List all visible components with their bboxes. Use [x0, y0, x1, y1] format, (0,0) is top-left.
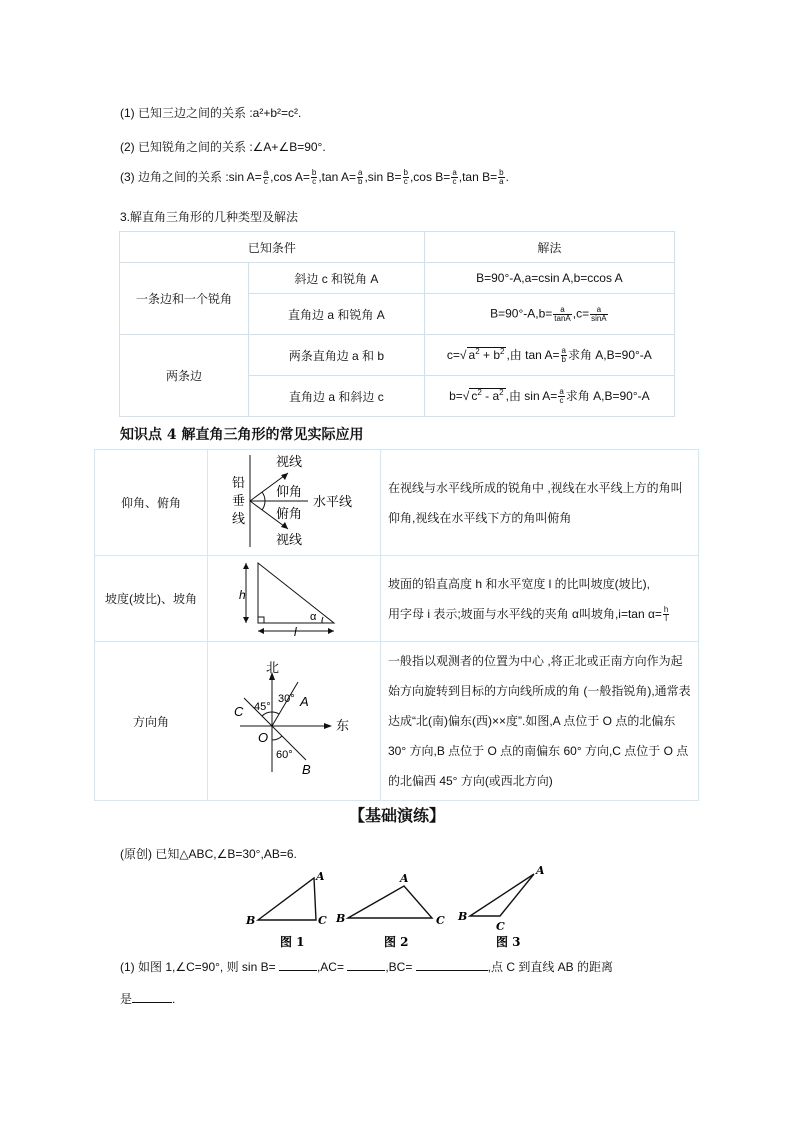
row4-method: b=√ $c^2 - a^2$ ,由 sin A= $\frac{a}{c}$ 求角 A,B=90°-A — [424, 376, 674, 417]
solution-types-table — [119, 231, 675, 417]
slope-name: 坡度(坡比)、坡角 — [95, 556, 208, 642]
plumb-label-3: 线 — [232, 511, 246, 526]
question-1-cont — [120, 990, 175, 1007]
heading-3: 3.解直角三角形的几种类型及解法 — [120, 210, 299, 224]
relation-angles: (2) 已知锐角之间的关系 :∠A+∠B=90°. — [120, 140, 326, 154]
sight-up-label: 视线 — [276, 454, 303, 469]
point-c-label: C — [234, 703, 244, 719]
header-method: 解法 — [424, 232, 674, 263]
group-one-side-angle: 一条边和一个锐角 — [120, 263, 249, 335]
q1-text-b: ,AC= — [316, 960, 344, 974]
elevation-diagram — [210, 451, 378, 551]
q1-text-a: (1) 如图 1,∠C=90°, 则 sin B= — [120, 960, 276, 974]
question-1 — [120, 958, 613, 975]
slope-desc-line1: 坡面的铅直高度 h 和水平宽度 l 的比叫坡度(坡比), — [388, 576, 651, 591]
applications-table — [94, 449, 699, 801]
width-label: l — [294, 625, 297, 637]
relation-sides: (1) 已知三边之间的关系 :a²+b²=c². — [120, 106, 302, 120]
ac-blank[interactable] — [347, 958, 385, 971]
direction-name: 方向角 — [95, 642, 208, 801]
problem-statement: (原创) 已知△ABC,∠B=30°,AB=6. — [120, 847, 297, 861]
height-label: h — [239, 588, 246, 602]
q1-text-d: ,点 C 到直线 AB 的距离 — [487, 960, 614, 974]
fig1-caption: 图 1 — [280, 935, 305, 949]
triangle-figures — [238, 860, 568, 950]
row1-condition: 斜边 c 和锐角 A — [249, 263, 425, 294]
slope-figure — [208, 556, 381, 642]
elevation-depression-name: 仰角、俯角 — [95, 450, 208, 556]
practice-title: 【基础演练】 — [348, 806, 445, 825]
fig2-c: C — [436, 914, 445, 927]
elevation-label: 仰角 — [276, 484, 303, 499]
q1-text-c: ,BC= — [385, 960, 413, 974]
fig3-c: C — [496, 920, 505, 933]
fig2-a: A — [400, 872, 409, 885]
point-b-label: B — [302, 761, 311, 777]
sinb-blank[interactable] — [279, 958, 317, 971]
angle-60-label: 60° — [276, 748, 293, 761]
bc-blank[interactable] — [416, 958, 488, 971]
plumb-label-1: 铅 — [232, 475, 246, 490]
fig2-b: B — [336, 912, 346, 925]
distance-blank[interactable] — [132, 990, 172, 1003]
east-label: 东 — [336, 717, 350, 733]
section-4-title: 知识点 4 解直角三角形的常见实际应用 — [120, 427, 364, 443]
row3-method: c=√ $a^2 + b^2$ ,由 tan A= $\frac{a}{b}$ 求角 A,B=90°-A — [424, 335, 674, 376]
depression-label: 俯角 — [276, 506, 303, 521]
fig1-a: A — [316, 870, 325, 883]
angle-45-label: 45° — [254, 700, 271, 713]
plumb-label-2: 垂 — [232, 493, 246, 508]
point-a-label: A — [300, 693, 309, 709]
fig3-caption: 图 3 — [496, 935, 521, 949]
direction-figure — [208, 642, 381, 801]
slope-desc-line2: 用字母 i 表示;坡面与水平线的夹角 α叫坡角,i=tan α= — [388, 606, 662, 621]
slope-angle-label: α — [310, 611, 317, 623]
sight-down-label: 视线 — [276, 532, 303, 547]
slope-diagram — [210, 557, 378, 637]
row2-condition: 直角边 a 和锐角 A — [249, 294, 425, 335]
fig1-c: C — [318, 914, 327, 927]
relation-side-angle: (3) 边角之间的关系 :sin A= $\frac{a}{c}$ ,cos A= $\frac{b}{c}$ ,tan A= $\frac{a}{b}$ ,sin B= $\frac{b}{c}$ ,cos B= $\frac{a}{c}$ ,tan B= $\frac{b}{a}$ . — [120, 168, 509, 187]
group-two-sides: 两条边 — [120, 335, 249, 417]
fig1-b: B — [246, 914, 256, 927]
point-o-label: O — [258, 729, 269, 745]
q1-text-f: . — [172, 992, 176, 1006]
row2-method: B=90°-A,b= $\frac{a}{\tan A}$ ,c= $\frac{a}{\sin A}$ — [424, 294, 674, 335]
row3-condition: 两条直角边 a 和 b — [249, 335, 425, 376]
relation-prefix: (3) 边角之间的关系 : — [120, 170, 229, 184]
fig3-a: A — [536, 864, 545, 877]
horizontal-label: 水平线 — [313, 494, 353, 509]
slope-description: 坡面的铅直高度 h 和水平宽度 l 的比叫坡度(坡比), 用字母 i 表示;坡面与水平线的夹角 α叫坡角,i=tan α= $\frac{h}{l}$ — [381, 556, 699, 642]
direction-diagram — [210, 660, 378, 780]
angle-30-label: 30° — [278, 692, 295, 705]
header-known: 已知条件 — [120, 232, 425, 263]
elevation-figure — [208, 450, 381, 556]
fig3-b: B — [458, 910, 468, 923]
direction-description: 一般指以观测者的位置为中心 ,将正北或正南方向作为起始方向旋转到目标的方向线所成的角 (一般指锐角),通常表达成“北(南)偏东(西)××度”.如图,A 点位于 O 点的北偏东 30° 方向,B 点位于 O 点的南偏东 60° 方向,C 点位于 O 点的北偏西 45° 方向(或西北方向) — [381, 642, 699, 801]
row4-condition: 直角边 a 和斜边 c — [249, 376, 425, 417]
q1-text-e: 是 — [120, 992, 133, 1006]
row1-method: B=90°-A,a=csin A,b=ccos A — [424, 263, 674, 294]
fig2-caption: 图 2 — [384, 935, 409, 949]
north-label: 北 — [266, 659, 280, 675]
elevation-description: 在视线与水平线所成的锐角中 ,视线在水平线上方的角叫仰角,视线在水平线下方的角叫俯角 — [381, 450, 699, 556]
